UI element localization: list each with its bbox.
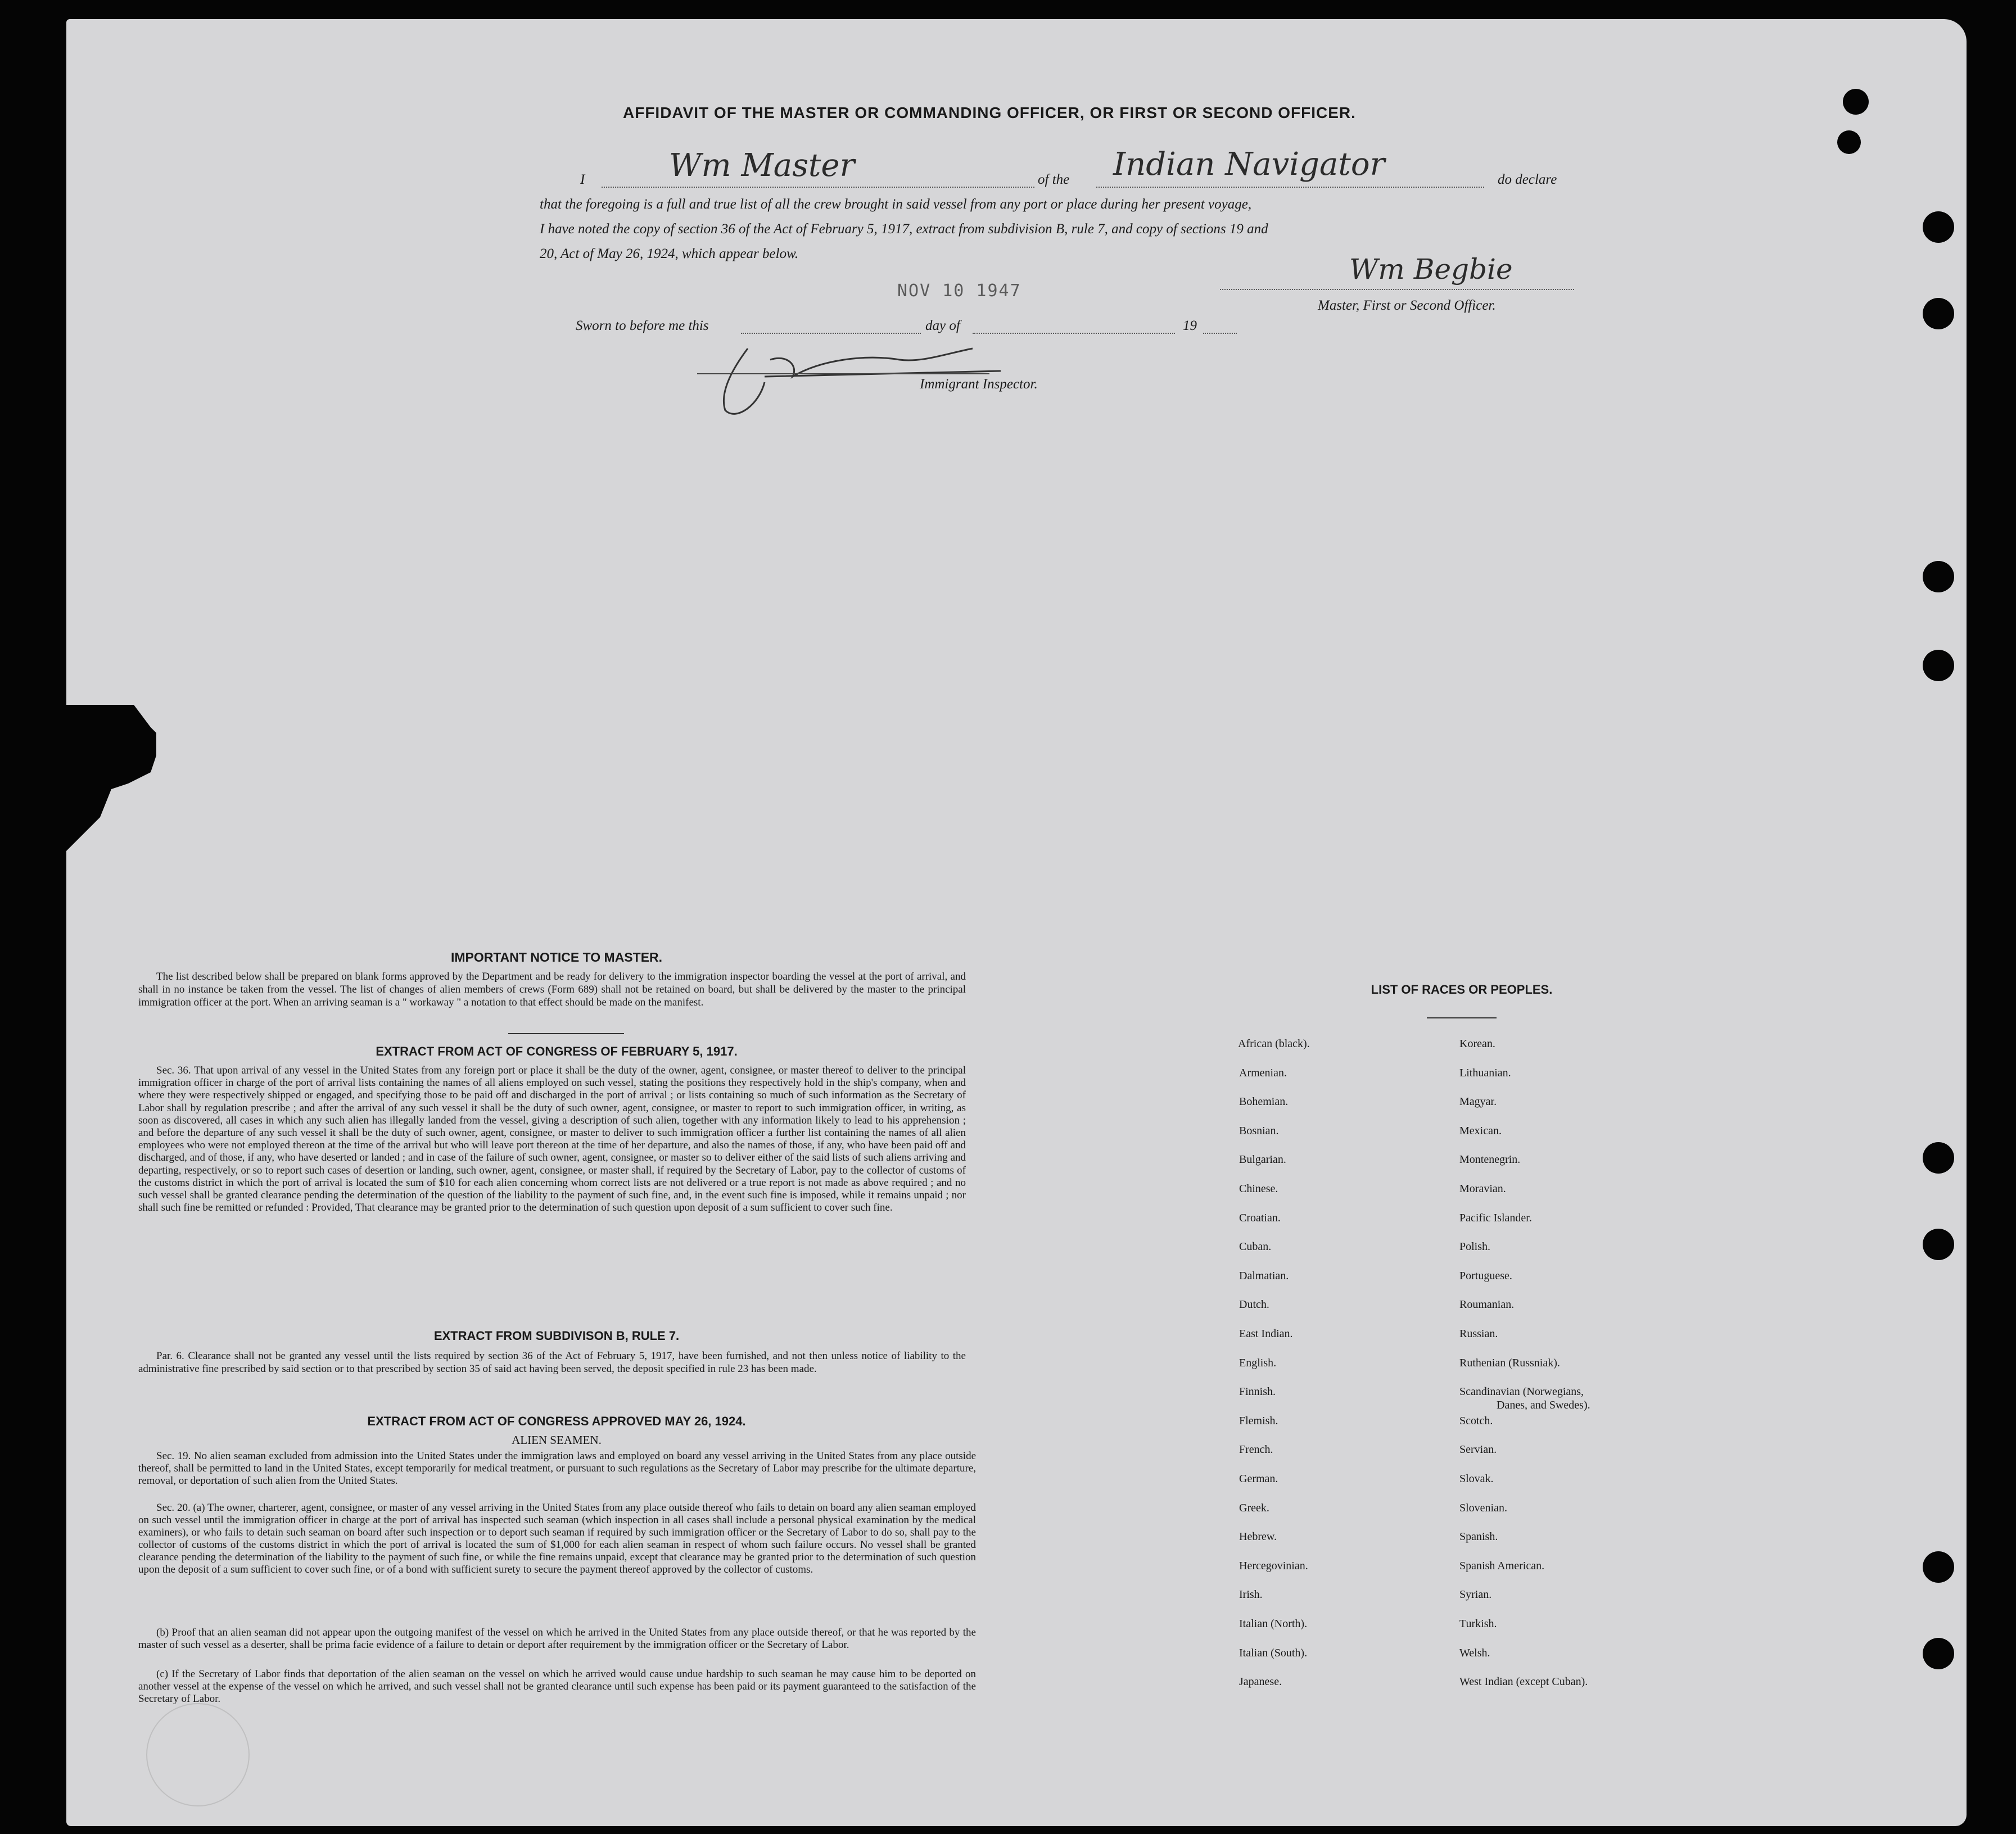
- race-item: Irish.: [1239, 1588, 1263, 1601]
- race-item: Slovak.: [1459, 1473, 1494, 1485]
- alien-seamen-subtitle: ALIEN SEAMEN.: [512, 1433, 602, 1447]
- race-item: German.: [1239, 1473, 1278, 1485]
- race-item: Servian.: [1459, 1443, 1497, 1456]
- officer-title-label: [1318, 298, 1496, 314]
- race-item: Montenegrin.: [1459, 1153, 1521, 1166]
- race-item: Korean.: [1459, 1038, 1495, 1050]
- torn-edge: [66, 705, 156, 851]
- race-item: Dalmatian.: [1239, 1269, 1289, 1282]
- race-item: French.: [1239, 1443, 1273, 1456]
- sworn-month-line: [973, 333, 1175, 334]
- race-item: Turkish.: [1459, 1618, 1497, 1630]
- race-item: Finnish.: [1239, 1385, 1276, 1398]
- affidavit-i-label: I: [580, 172, 585, 187]
- binder-hole: [1923, 650, 1954, 681]
- extract-rule7-title: EXTRACT FROM SUBDIVISON B, RULE 7.: [433, 1329, 680, 1343]
- race-item: Greek.: [1239, 1501, 1269, 1514]
- race-item: Roumanian.: [1459, 1298, 1515, 1311]
- sec-20c-text: (c) If the Secretary of Labor finds that deportation of the alien seaman on the vessel on which he arrived would cause undue hardship to such seaman he may cause him to be deported on another vessel at the expense of the vessel on which he arrived, and such vessel shall not be granted clearance until such expense has been paid or its payment guaranteed to the satisfaction of the Secretary of Labor.: [138, 1668, 976, 1705]
- race-item: Spanish American.: [1459, 1559, 1545, 1572]
- do-declare-label: do declare: [1498, 172, 1557, 187]
- binder-hole: [1923, 1229, 1954, 1260]
- day-of-label: day of: [925, 318, 960, 333]
- sec-20b-text: (b) Proof that an alien seaman did not appear upon the outgoing manifest of the vessel on which he arrived in the United States from any place outside thereof, or that he was reported by the master of such vessel as a deserter, shall be prima facie evidence of a failure to detain or deport after requirement by the immigration officer or the Secretary of Labor.: [138, 1627, 976, 1651]
- race-item: Scandinavian (Norwegians,: [1459, 1385, 1584, 1398]
- date-stamp: NOV 10 1947: [897, 281, 1021, 301]
- of-the-label: of the: [1038, 172, 1070, 187]
- extract-1917-title: EXTRACT FROM ACT OF CONGRESS OF FEBRUARY 5, 1917.: [376, 1044, 738, 1058]
- binder-hole: [1923, 1638, 1954, 1669]
- race-item: English.: [1239, 1356, 1277, 1369]
- race-item: African (black).: [1238, 1038, 1310, 1050]
- binder-hole: [1923, 561, 1954, 592]
- race-item: Bohemian.: [1239, 1095, 1289, 1108]
- race-item-continuation: Danes, and Swedes).: [1497, 1399, 1590, 1412]
- race-item: Mexican.: [1459, 1124, 1502, 1137]
- affidavit-line-3: I have noted the copy of section 36 of the Act of February 5, 1917, extract from subdivision B, rule 7, and copy of sections 19 and: [540, 221, 1268, 237]
- race-item: Chinese.: [1239, 1183, 1278, 1195]
- race-item: Dutch.: [1239, 1298, 1269, 1311]
- binder-hole: [1837, 130, 1861, 154]
- race-item: Flemish.: [1239, 1414, 1278, 1427]
- notice-divider: [508, 1033, 624, 1034]
- sworn-year-line: [1203, 333, 1237, 334]
- race-item: Bosnian.: [1239, 1124, 1279, 1137]
- race-item: Hebrew.: [1239, 1530, 1277, 1543]
- binder-hole: [1923, 211, 1954, 243]
- race-item: Italian (North).: [1239, 1618, 1308, 1630]
- affidavit-line-2: that the foregoing is a full and true list of all the crew brought in said vessel from any port or place during her present voyage,: [540, 197, 1252, 212]
- race-item: Welsh.: [1459, 1646, 1490, 1659]
- race-item: Polish.: [1459, 1240, 1491, 1253]
- affidavit-title: AFFIDAVIT OF THE MASTER OR COMMANDING OFFICER, OR FIRST OR SECOND OFFICER.: [623, 104, 1356, 121]
- race-item: Slovenian.: [1459, 1501, 1507, 1514]
- race-item: Italian (South).: [1239, 1646, 1308, 1659]
- race-item: Lithuanian.: [1459, 1066, 1511, 1079]
- race-item: Russian.: [1459, 1328, 1498, 1340]
- officer-label-text: Master, First or Second Officer.: [1318, 298, 1496, 313]
- race-item: Japanese.: [1239, 1675, 1282, 1688]
- extract-1917-text: Sec. 36. That upon arrival of any vessel in the United States from any foreign port or place it shall be the duty of the owner, agent, consignee, or master thereof to deliver to the principal immigration officer in charge of the port of arrival lists containing the names of all aliens employed on such vessel, stating the positions they respectively hold in the ship's company, when and where they were respectively shipped or engaged, and specifying those to be paid off and discharged in the port of arrival ; or lists containing so much of such information as the Secretary of Labor shall by regulation prescribe ; and after the arrival of any such vessel it shall be the duty of such owner, agent, consignee, or master to report to such immigration officer, in writing, as soon as discovered, all cases in which any such alien has illegally landed from the vessel, giving a description of such alien, together with any information likely to lead to his apprehension ; and before the departure of any such vessel it shall be the duty of such owner, agent, consignee, or master to deliver to such immigration officer a further list containing the names of all alien employees who were not employed thereon at the time of the arrival but who will leave port thereon at the time of her departure, and also the names of those, if any, who have been paid off and discharged, and of those, if any, who have deserted or landed ; and in case of the failure of such owner, agent, consignee, or master so to deliver either of the said lists of such aliens arriving and departing, respectively, or so to report such cases of desertion or landing, such owner, agent, consignee, or master shall, if required by the Secretary of Labor, pay to the collector of customs of the customs district in which the port of arrival is located the sum of $10 for each alien concerning whom correct lists are not delivered or a true report is not made as above required ; and no such vessel shall be granted clearance pending the determination of the question of the liability to the payment of such fine, and, in the event such fine is imposed, while it remains unpaid ; nor shall such fine be remitted or refunded : Provided, That clearance may be granted prior to the determination of such question upon deposit of a sum sufficient to cover such fine.: [138, 1065, 966, 1214]
- faded-seal: [146, 1703, 250, 1806]
- races-title: LIST OF RACES OR PEOPLES.: [1371, 982, 1553, 997]
- notice-title: IMPORTANT NOTICE TO MASTER.: [450, 950, 663, 964]
- race-item: West Indian (except Cuban).: [1459, 1675, 1588, 1688]
- race-item: Bulgarian.: [1239, 1153, 1286, 1166]
- inspector-line: [697, 373, 989, 374]
- race-item: Scotch.: [1459, 1414, 1493, 1427]
- binder-hole: [1923, 1142, 1954, 1174]
- officer-signature-handwritten: Wm Begbie: [1349, 253, 1513, 286]
- race-item: Hercegovinian.: [1239, 1559, 1308, 1572]
- race-item: Croatian.: [1239, 1211, 1281, 1224]
- binder-hole: [1843, 89, 1869, 115]
- year-prefix-label: 19: [1183, 318, 1197, 333]
- notice-text: The list described below shall be prepared on blank forms approved by the Department and be ready for delivery to the immigration inspector boarding the vessel at the port of arrival, and shall in no instance be taken from the vessel. The list of changes of alien members of crews (Form 689) shall not be retained on board, but shall be delivered by the master to the principal immigration officer at the port. When an arriving seaman is a " workaway " a notation to that effect should be made on the manifest.: [138, 971, 966, 1008]
- race-item: Syrian.: [1459, 1588, 1492, 1601]
- vessel-line: [1096, 187, 1484, 188]
- race-item: Spanish.: [1459, 1530, 1498, 1543]
- name-line: [602, 187, 1034, 188]
- binder-hole: [1923, 298, 1954, 329]
- binder-hole: [1923, 1551, 1954, 1583]
- extract-1924-title: EXTRACT FROM ACT OF CONGRESS APPROVED MAY 26, 1924.: [367, 1414, 746, 1428]
- signature-line: [1220, 289, 1574, 290]
- race-item: Portuguese.: [1459, 1269, 1512, 1282]
- extract-rule7-text: Par. 6. Clearance shall not be granted any vessel until the lists required by section 36 of the Act of February 5, 1917, have been furnished, and not then unless notice of liability to the administrative fine prescribed by said section or to that prescribed by section 35 of said act having been served, the deposit specified in rule 23 has been made.: [138, 1350, 966, 1375]
- race-item: Pacific Islander.: [1459, 1211, 1532, 1224]
- sec-20a-text: Sec. 20. (a) The owner, charterer, agent, consignee, or master of any vessel arriving in the United States from any place outside thereof who fails to detain on board any alien seaman employed on such vessel until the immigration officer in charge at the port of arrival has inspected such seaman (which inspection in all cases shall include a personal physical examination by the medical examiners), or who fails to detain such seaman on board after such inspection or to deport such seaman if required by such immigration officer or the Secretary of Labor to do so, shall pay to the collector of customs of the customs district in which the port of arrival is located the sum of $1,000 for each alien seaman in respect of whom such failure occurs. No vessel shall be granted clearance pending the determination of the liability to the payment of such fine, or while the fine remains unpaid, except that clearance may be granted prior to the determination of such question upon the deposit of a sum sufficient to cover such fine, or of a bond with sufficient surety to secure the payment thereof approved by the collector of customs.: [138, 1502, 976, 1575]
- immigrant-inspector-label: Immigrant Inspector.: [920, 377, 1038, 392]
- race-item: Ruthenian (Russniak).: [1459, 1356, 1560, 1369]
- sworn-day-line: [741, 333, 921, 334]
- affidavit-line-4: 20, Act of May 26, 1924, which appear below.: [540, 246, 799, 261]
- sec-19-text: Sec. 19. No alien seaman excluded from admission into the United States under the immigration laws and employed on board any vessel arriving in the United States from any place outside thereof, shall be permitted to land in the United States, except temporarily for medical treatment, or pursuant to such regulations as the Secretary of Labor may prescribe for the ultimate departure, removal, or deportation of such alien from the United States.: [138, 1450, 976, 1487]
- race-item: Cuban.: [1239, 1240, 1272, 1253]
- vessel-name-handwritten: Indian Navigator: [1113, 146, 1385, 183]
- race-item: Moravian.: [1459, 1183, 1506, 1195]
- master-name-handwritten: Wm Master: [669, 147, 855, 184]
- race-item: Armenian.: [1239, 1066, 1287, 1079]
- sworn-label: Sworn to before me this: [576, 318, 709, 333]
- race-item: East Indian.: [1239, 1328, 1293, 1340]
- race-item: Magyar.: [1459, 1095, 1497, 1108]
- races-divider: [1427, 1017, 1497, 1018]
